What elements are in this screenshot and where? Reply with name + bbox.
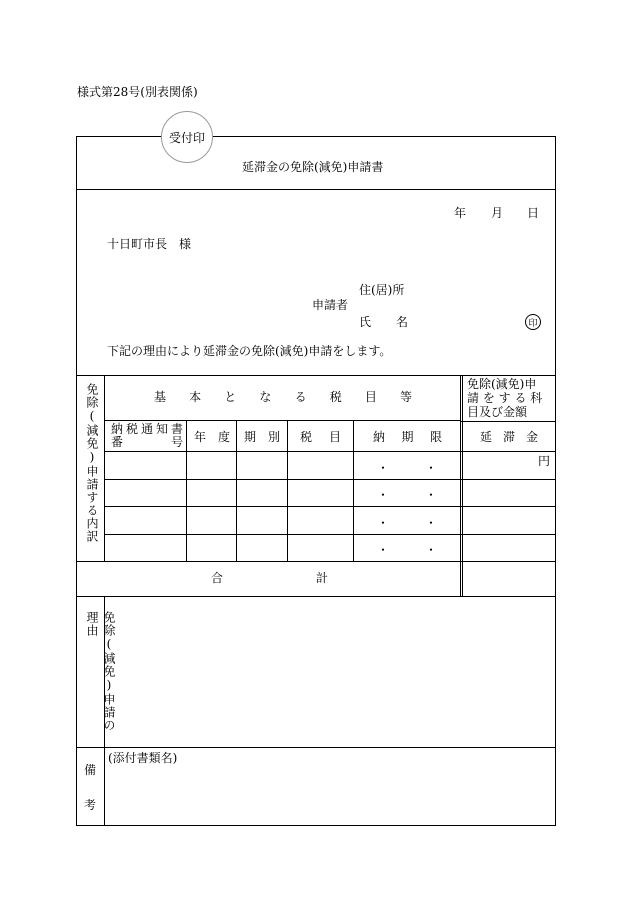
applicant-label: 申請者 <box>312 298 349 312</box>
total-char: 合 <box>211 571 224 585</box>
col-late-fee <box>480 431 538 443</box>
basis-header <box>154 391 412 403</box>
amount-header-line1: 免除(減免)申 <box>467 377 537 391</box>
section-breakdown-label: 免除(減免)申請する内訳 <box>85 383 99 543</box>
col-due-char: 納 <box>373 430 386 444</box>
date-day-label: 日 <box>527 206 540 220</box>
basis-header-char: と <box>224 390 237 404</box>
divider-statement <box>76 375 556 376</box>
yen-unit: 円 <box>538 454 551 468</box>
basis-header-char: な <box>259 390 272 404</box>
due-date-separator: ・ <box>425 461 438 475</box>
section-reason-label: 免除(減免)申請の理由 <box>85 611 116 732</box>
date-year-label: 年 <box>454 206 467 220</box>
total-label <box>211 572 328 584</box>
seal-mark-label: 印 <box>528 318 538 329</box>
col-year-char: 年 <box>194 430 207 444</box>
basis-header-char: 本 <box>189 390 202 404</box>
seal-mark <box>525 314 541 330</box>
basis-header-char: 目 <box>364 390 377 404</box>
divider-basis-header <box>104 420 460 421</box>
divider-rows-end <box>76 561 556 562</box>
remarks-label-char: 備 <box>84 763 97 777</box>
col-due-char: 限 <box>429 430 442 444</box>
divider-total <box>76 596 556 597</box>
reception-stamp-circle <box>161 111 213 163</box>
due-date-separator: ・ <box>425 488 438 502</box>
vline-col-period <box>236 420 237 561</box>
vline-amount-1 <box>460 375 461 596</box>
divider-column-header <box>104 451 556 452</box>
vline-amount-2 <box>462 375 463 596</box>
col-tax-item <box>300 431 341 443</box>
col-notice-char: 号 <box>170 435 183 449</box>
col-period-char: 別 <box>267 430 280 444</box>
due-date-separator: ・ <box>377 461 390 475</box>
col-late-fee-char: 延 <box>480 430 493 444</box>
divider-amount-header <box>460 421 556 422</box>
col-period <box>244 431 280 443</box>
basis-header-char: 税 <box>329 390 342 404</box>
col-tax-char: 税 <box>300 430 313 444</box>
due-date-separator: ・ <box>377 516 390 530</box>
col-period-char: 期 <box>244 430 257 444</box>
col-due-date <box>373 431 442 443</box>
amount-header-line3: 目及び金額 <box>467 405 528 419</box>
application-statement: 下記の理由により延滞金の免除(減免)申請をします。 <box>107 344 392 358</box>
due-date-separator: ・ <box>425 543 438 557</box>
col-year-char: 度 <box>217 430 230 444</box>
form-number-label: 様式第28号(別表関係) <box>77 85 198 99</box>
divider-reason <box>76 747 556 748</box>
remarks-label-char: 考 <box>84 798 97 812</box>
applicant-address-label: 住(居)所 <box>359 283 405 297</box>
col-due-char: 期 <box>401 430 414 444</box>
due-date-separator: ・ <box>377 488 390 502</box>
vline-col-due <box>353 420 354 561</box>
due-date-separator: ・ <box>377 543 390 557</box>
col-late-fee-char: 金 <box>525 430 538 444</box>
col-late-fee-char: 滞 <box>502 430 515 444</box>
col-tax-char: 目 <box>328 430 341 444</box>
divider-row-1 <box>104 479 556 480</box>
divider-title <box>76 189 556 190</box>
col-notice-number-line1: 納税通知書 <box>111 422 187 436</box>
total-char: 計 <box>315 571 328 585</box>
amount-header-line2: 請 を す る 科 <box>467 391 543 405</box>
basis-header-char: 基 <box>154 390 167 404</box>
vline-col-tax <box>287 420 288 561</box>
vline-col-year <box>186 420 187 561</box>
applicant-name-label-2: 名 <box>396 315 409 329</box>
col-notice-number-line2 <box>111 436 183 448</box>
basis-header-char: る <box>294 390 307 404</box>
divider-row-3 <box>104 534 556 535</box>
vline-section1 <box>104 375 105 561</box>
basis-header-char: 等 <box>399 390 412 404</box>
form-title: 延滞金の免除(減免)申請書 <box>242 160 384 174</box>
reception-stamp-label: 受付印 <box>168 130 205 145</box>
addressee: 十日町市長 様 <box>107 237 192 251</box>
col-fiscal-year <box>194 431 230 443</box>
date-month-label: 月 <box>491 206 504 220</box>
attachment-label: (添付書類名) <box>108 751 178 765</box>
applicant-name-label-1: 氏 <box>359 315 372 329</box>
divider-row-2 <box>104 506 556 507</box>
col-notice-char: 番 <box>111 435 124 449</box>
due-date-separator: ・ <box>425 516 438 530</box>
